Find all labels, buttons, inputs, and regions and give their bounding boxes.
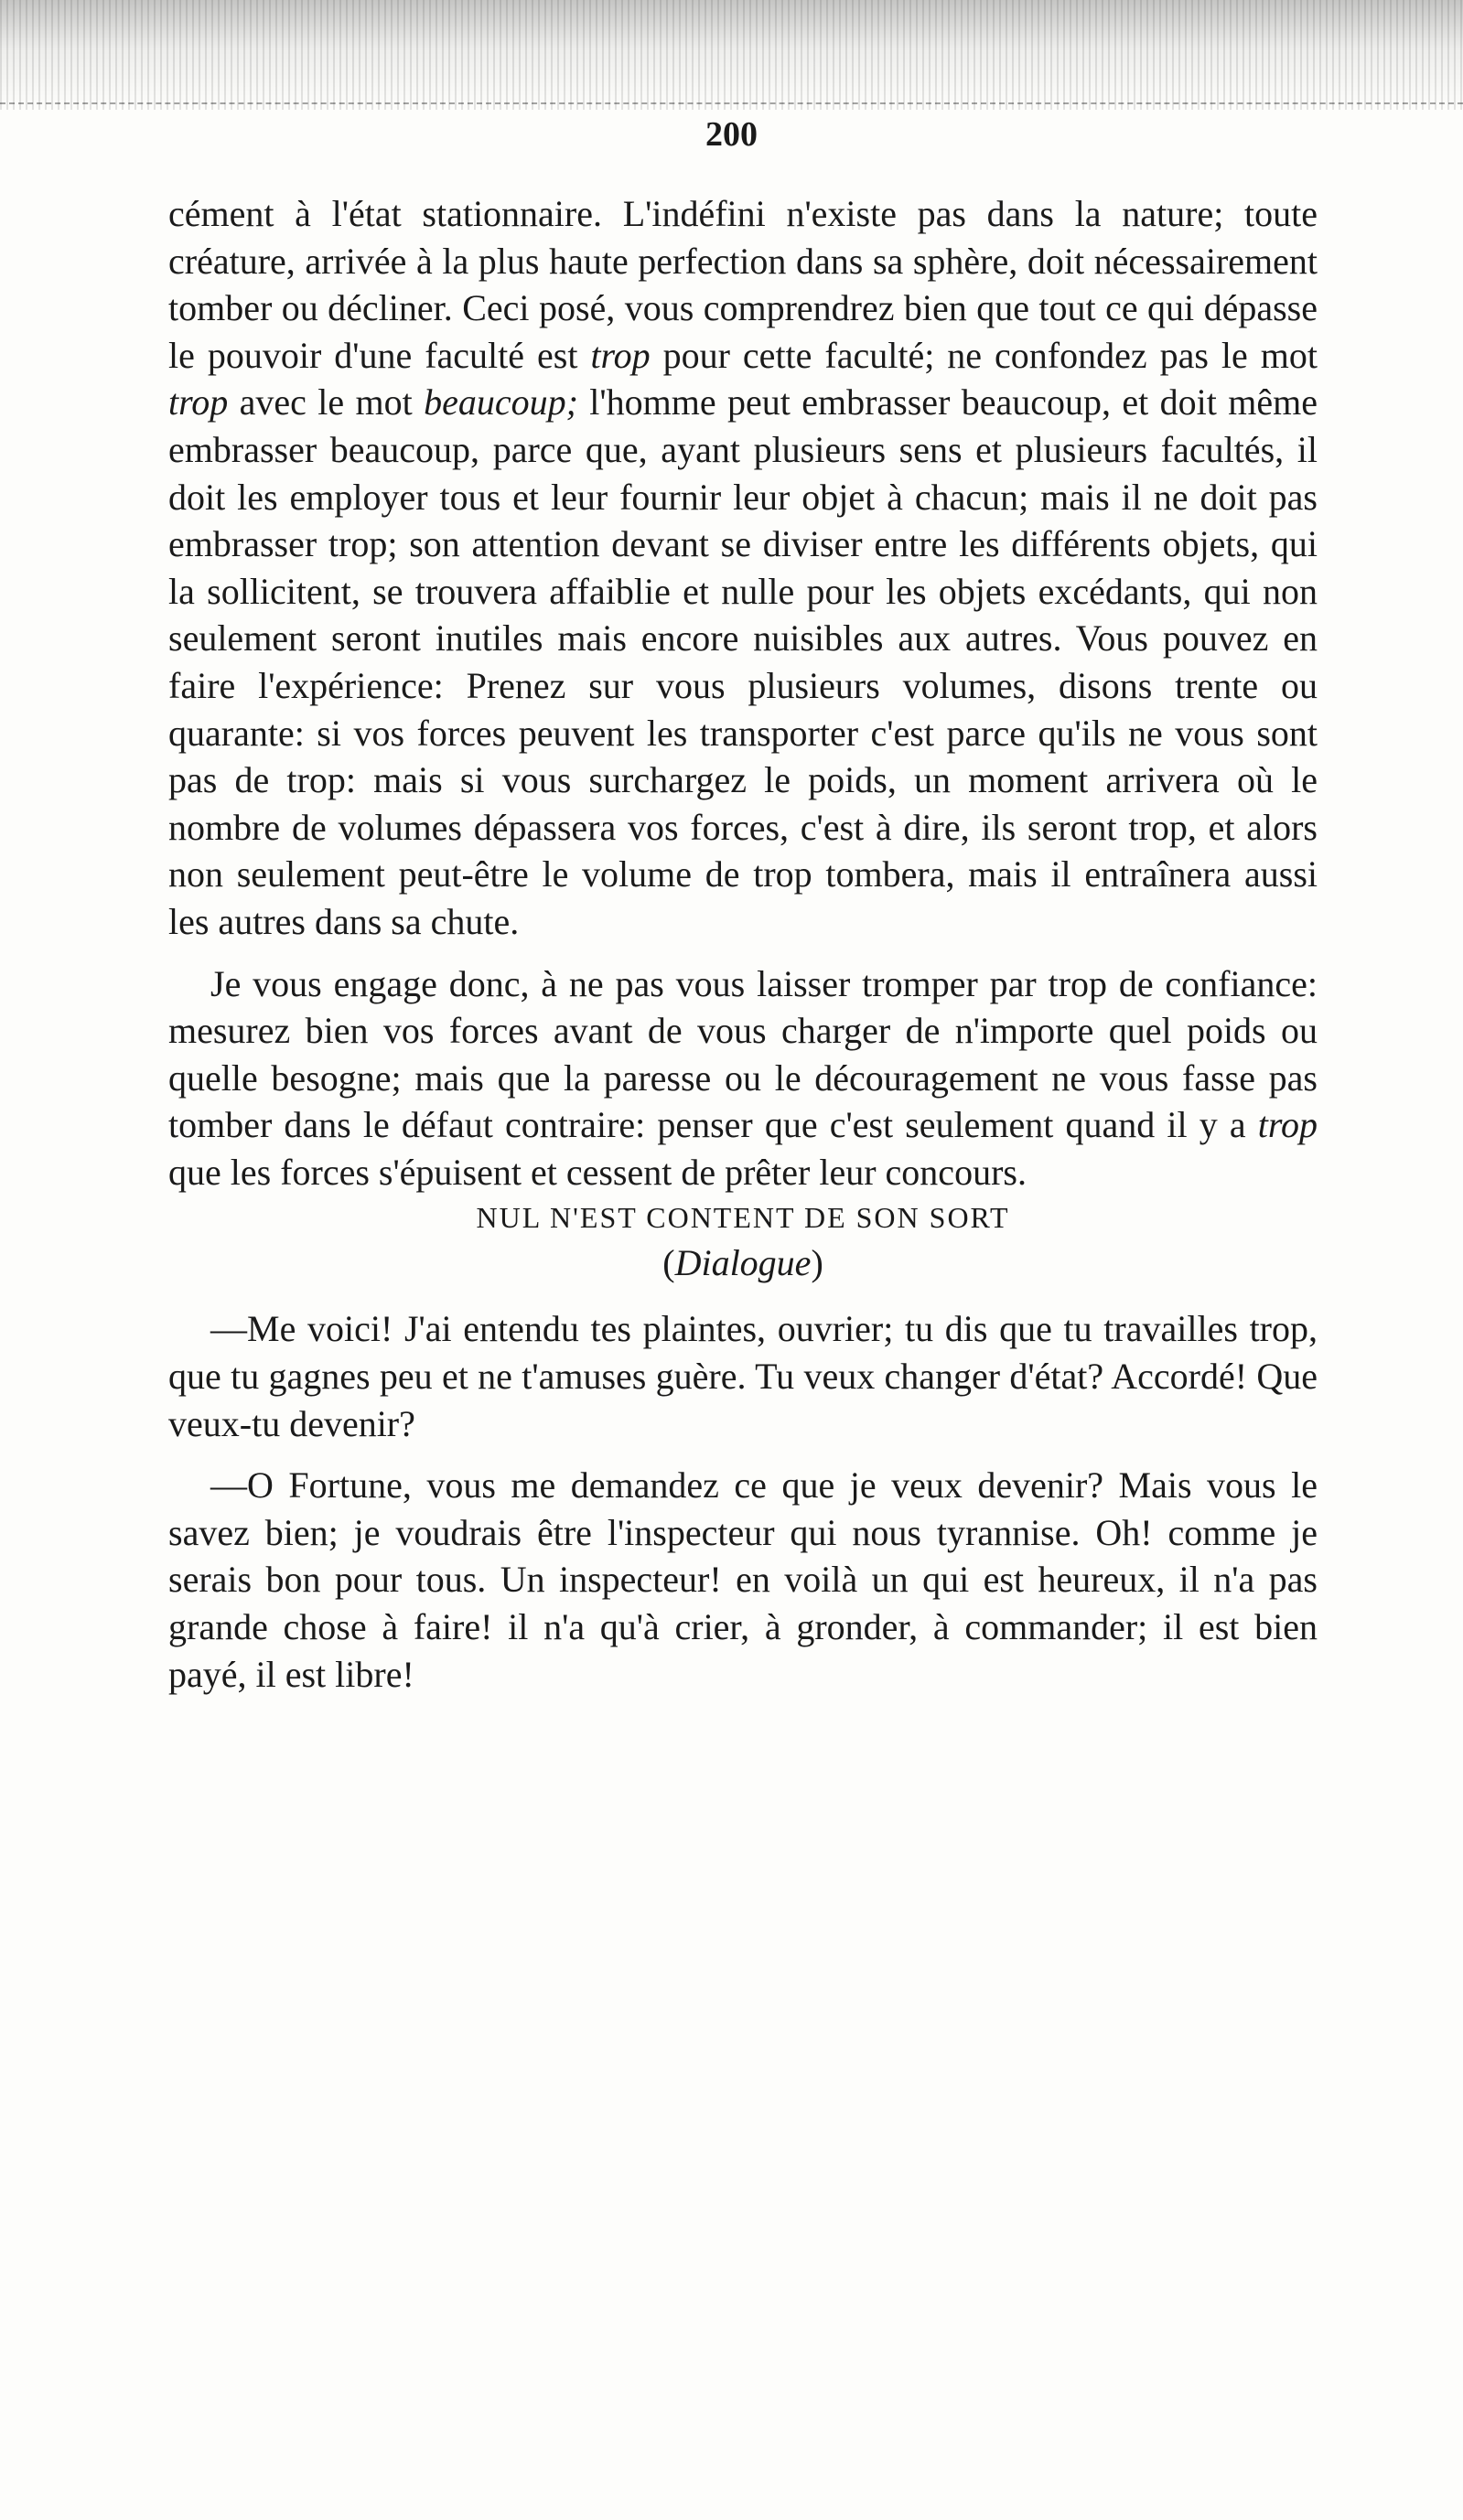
- dialogue-line: —O Fortune, vous me demandez ce que je veux devenir? Mais vous le savez bien; je voudrais être l'inspecteur qui nous tyrannise. Oh! comme je serais bon pour tous. Un inspecteur! en voilà un qui est heureux, il n'a pas grande chose à faire! il n'a qu'à crier, à gronder, à commander; il est bien payé, il est libre!: [168, 1464, 1318, 1695]
- paragraph-text: Je vous engage donc, à ne pas vous laisser tromper par trop de confiance: mesurez bien vos forces avant de vous charger de n'importe quel poids ou quelle besogne; mais que la paresse ou le découragement ne vous fasse pas tomber dans le défaut contraire: penser que c'est seulement quand il y a: [168, 962, 1318, 1146]
- page-top-rule: [0, 102, 1463, 104]
- subheading-text: Dialogue: [674, 1242, 812, 1284]
- paragraph-text: que les forces s'épuisent et cessent de prêter leur concours.: [168, 1151, 1027, 1193]
- dialogue-line: —Me voici! J'ai entendu tes plaintes, ouvrier; tu dis que tu travailles trop, que tu gagnes peu et ne t'amuses guère. Tu veux changer d'état? Accordé! Que veux-tu devenir?: [168, 1308, 1318, 1444]
- paragraph-text: avec le mot: [228, 381, 425, 424]
- paragraph-text: pour cette faculté; ne confondez pas le mot: [650, 334, 1318, 376]
- section-subheading: [168, 1239, 1318, 1287]
- paragraph-text: cément à l'état stationnaire. L'indéfini n'existe pas dans la nature; toute créature, arrivée à la plus haute perfection dans sa sphère, doit nécessairement tomber ou décliner. Ceci posé, vous comprendrez bien que tout ce qui dépasse le pouvoir d'une faculté est: [168, 193, 1318, 376]
- paragraph: [168, 960, 1318, 1196]
- emphasis-word: beaucoup;: [424, 381, 578, 424]
- emphasis-word: trop: [168, 381, 229, 424]
- page-number: 200: [705, 115, 758, 154]
- section-heading: NUL N'EST CONTENT DE SON SORT: [476, 1201, 1010, 1235]
- emphasis-word: trop: [1257, 1104, 1318, 1146]
- paren-close: ): [811, 1242, 823, 1284]
- paragraph-text: l'homme peut embrasser beaucoup, et doit même embrasser beaucoup, parce que, ayant plusieurs sens et plusieurs facultés, il doit les employer tous et leur fournir leur objet à chacun; mais il ne doit pas embrasser trop; son attention devant se diviser entre les différents objets, qui la sollicitent, se trouvera affaiblie et nulle pour les objets excédants, qui non seulement seront inutiles mais encore nuisibles aux autres. Vous pouvez en faire l'expérience: Prenez sur vous plusieurs volumes, disons trente ou quarante: si vos forces peuvent les transporter c'est parce qu'ils ne vous sont pas de trop: mais si vous surchargez le poids, un moment arrivera où le nombre de volumes dépassera vos forces, c'est à dire, ils seront trop, et alors non seulement peut-être le volume de trop tombera, mais il entraînera aussi les autres dans sa chute.: [168, 381, 1318, 942]
- emphasis-word: trop: [590, 334, 651, 376]
- page-top-edge-shadow: [0, 0, 1463, 110]
- paragraph: [168, 190, 1318, 946]
- body-text: [168, 190, 1318, 1698]
- paren-open: (: [662, 1242, 675, 1284]
